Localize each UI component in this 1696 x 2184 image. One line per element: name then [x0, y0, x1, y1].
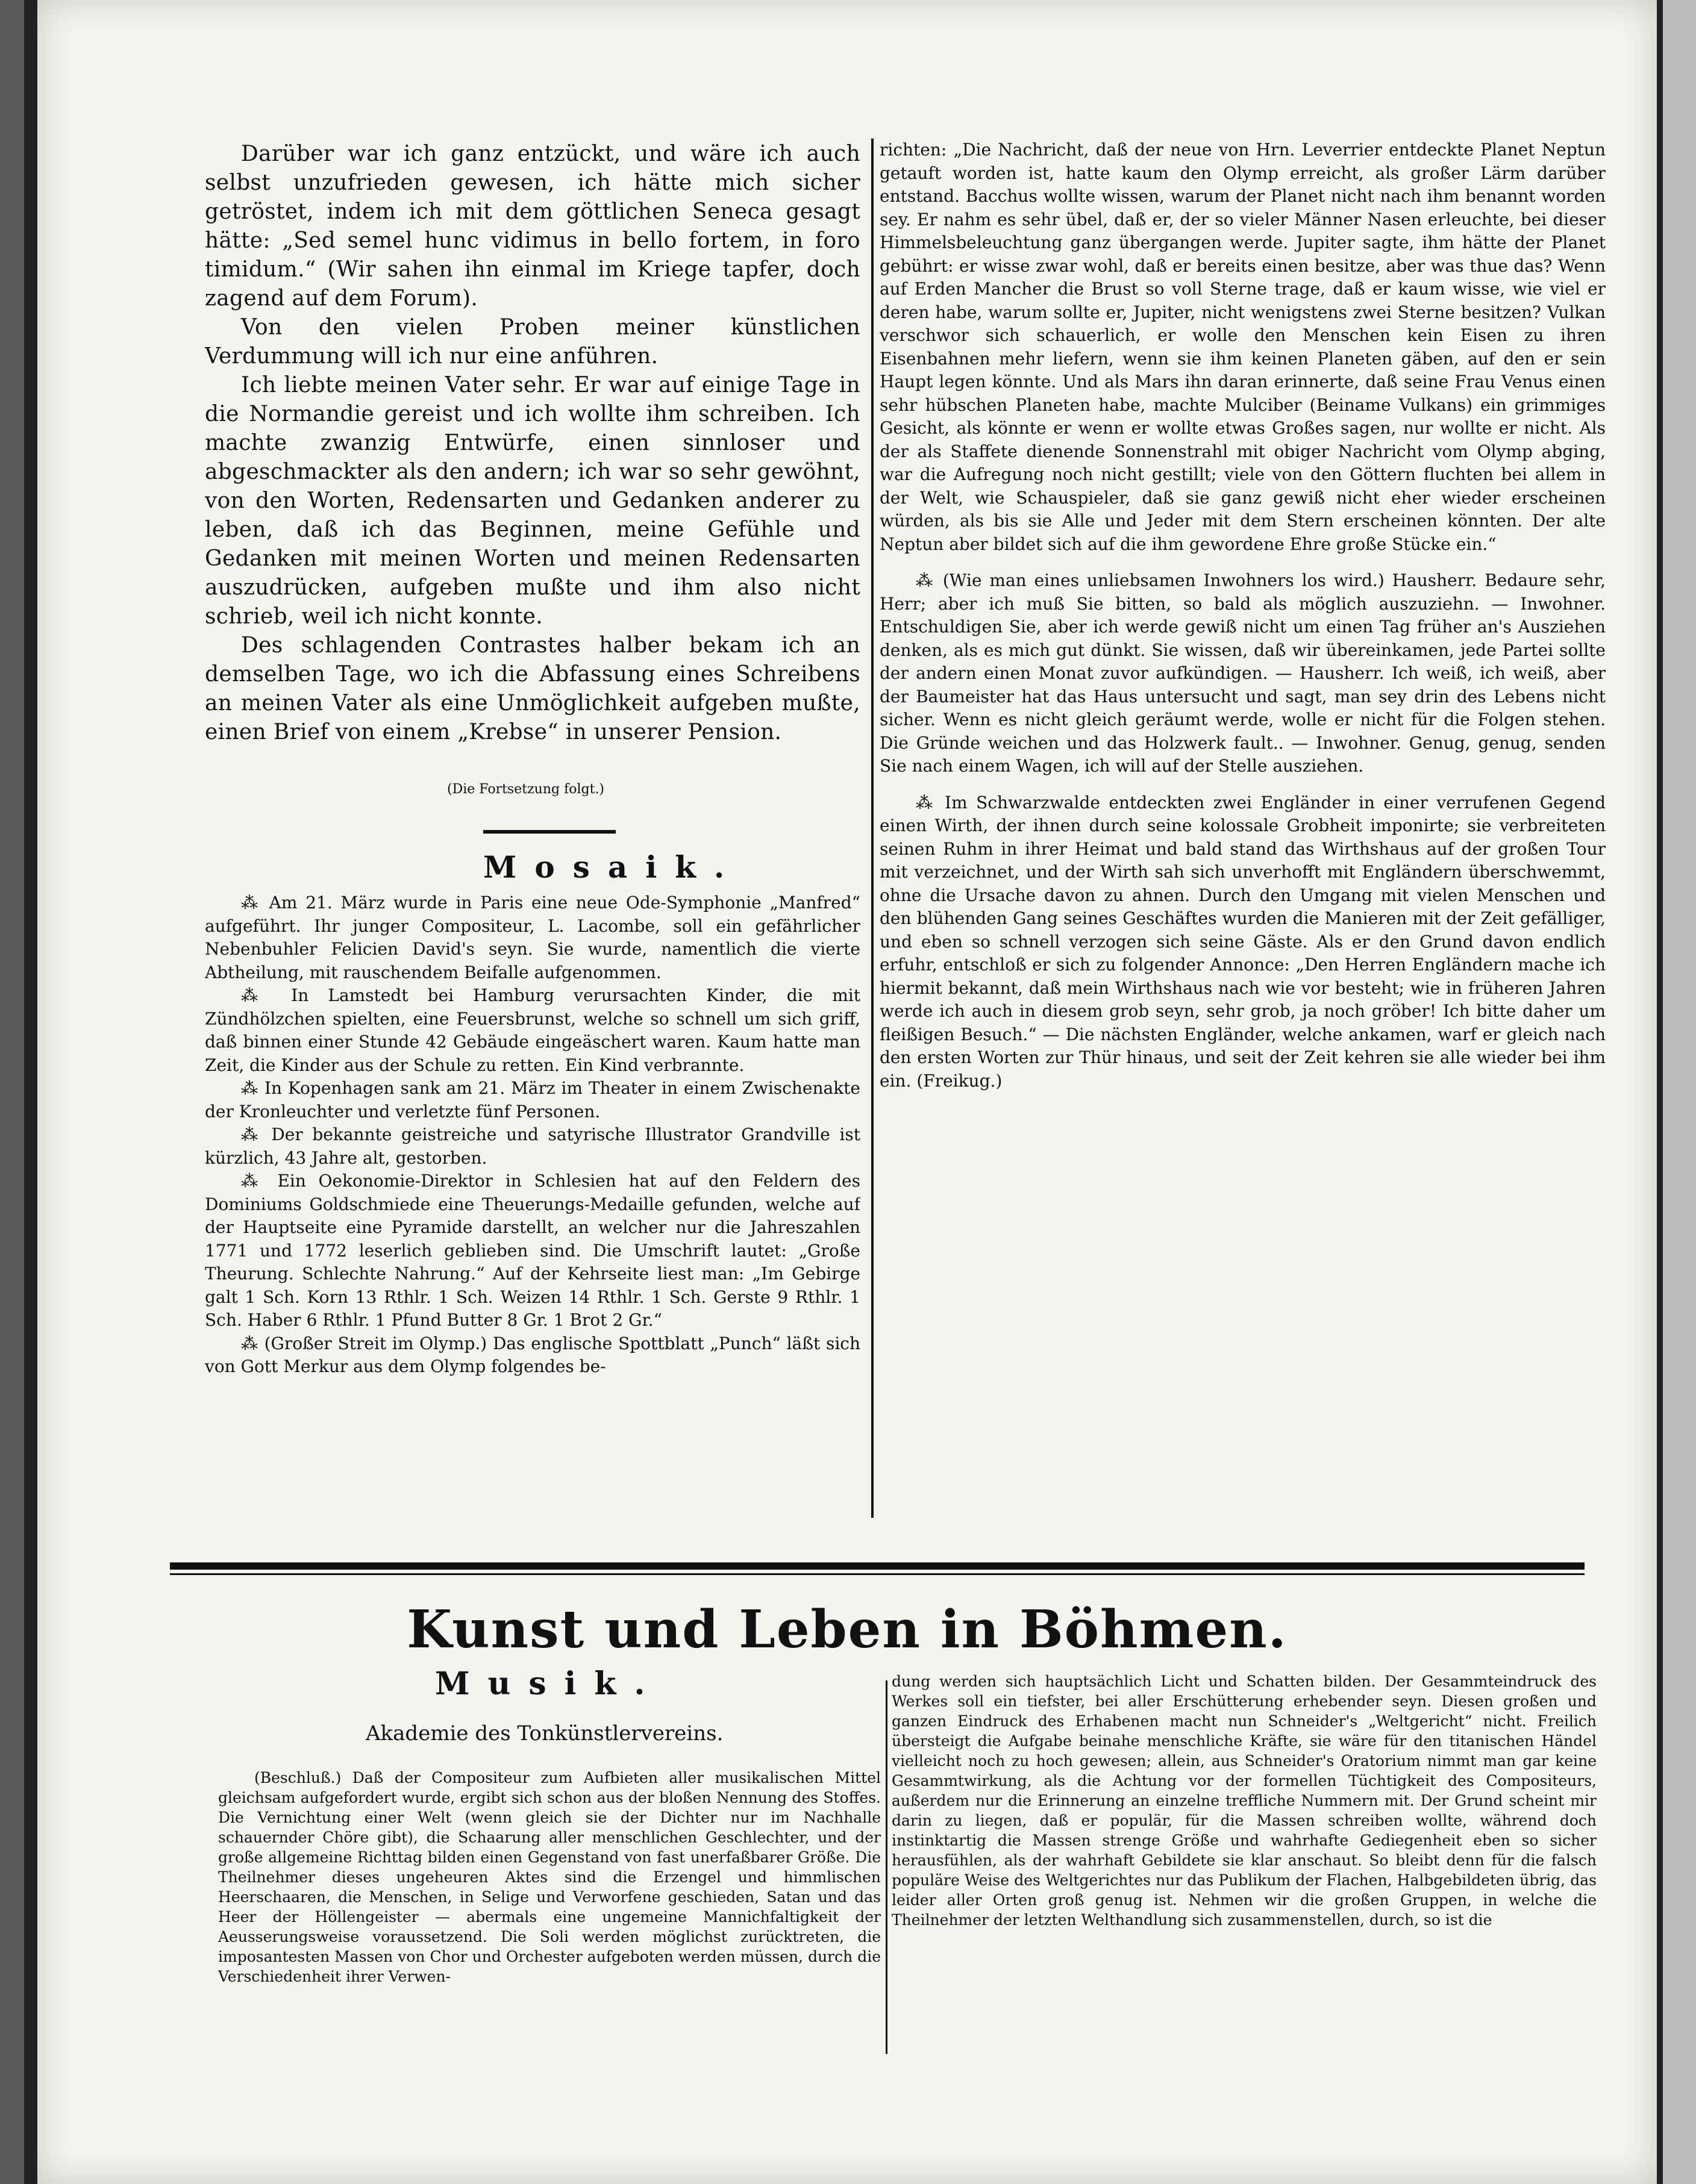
newspaper-page — [37, 0, 1657, 2184]
mosaik-column — [205, 891, 860, 1521]
section-rule-thin — [170, 1573, 1585, 1575]
paragraph: dung werden sich hauptsächlich Licht und Schatten bilden. Der Gesammteindruck des Werkes soll ein tiefster, bei aller Erschütterung erhebender seyn. Diesen großen und ganzen Eindruck des Erhabenen macht nun Schneider's „Weltgericht“ nicht. Freilich übersteigt die Aufgabe beinahe menschliche Kräfte, sie wäre für den titanischen Händel vielleicht noch zu hoch gewesen; allein, aus Schneider's Oratorium nimmt man gar keine Gesammtwirkung, als die Achtung vor der formellen Tüchtigkeit des Compositeurs, außerdem nur die Erinnerung an einzelne treffliche Nummern mit. Der Grund scheint mir darin zu liegen, daß er populär, für die Massen schreiben wollte, während doch instinktartig die Massen strenge Größe und wahrhafte Gediegenheit eben so sicher herausfühlen, als der wahrhaft Gebildete sie klar anschaut. So bleibt denn für die falsch populäre Weise des Weltgerichtes nur das Publikum der Flachen, Halbgebildeten übrig, das leider aller Orten groß genug ist. Nehmen wir die großen Gruppen, in welche die Theilnehmer der letzten Welthandlung sich zusammenstellen, durch, so ist die — [892, 1673, 1597, 1929]
lower-left-column — [218, 1768, 881, 2063]
upper-left-column — [205, 140, 860, 778]
paragraph: Des schlagenden Contrastes halber bekam ich an demselben Tage, wo ich die Abfassung eines Schreibens an meinen Vater als eine Unmöglichkeit aufgeben mußte, einen Brief von einem „Krebse“ in unserer Pension. — [205, 633, 860, 744]
paragraph: Darüber war ich ganz entzückt, und wäre ich auch selbst unzufrieden gewesen, ich hätte mich sicher getröstet, indem ich mit dem göttlichen Seneca gesagt hätte: „Sed semel hunc vidimus in bello fortem, in foro timidum.“ (Wir sahen ihn einmal im Kriege tapfer, doch zagend auf dem Forum). — [205, 142, 860, 311]
upper-right-column — [880, 139, 1606, 1518]
musik-heading: Musik. — [435, 1665, 663, 1702]
mosaik-item: ⁂ Ein Oekonomie-Direktor in Schlesien hat auf den Feldern des Dominiums Goldschmiede eine Theuerungs-Medaille gefunden, welche auf der Hauptseite eine Pyramide darstellt, an welcher nur die Jahreszahlen 1771 und 1772 leserlich geblieben sind. Die Umschrift lautet: „Große Theurung. Schlechte Nahrung.“ Auf der Kehrseite liest man: „Im Gebirge galt 1 Sch. Korn 13 Rthlr. 1 Sch. Weizen 14 Rthlr. 1 Sch. Gerste 9 Rthlr. 1 Sch. Haber 6 Rthlr. 1 Pfund Butter 8 Gr. 1 Brot 2 Gr.“ — [205, 1171, 860, 1330]
mosaik-heading: Mosaik. — [483, 849, 743, 885]
mosaik-item: ⁂ Der bekannte geistreiche und satyrische Illustrator Grandville ist kürzlich, 43 Jahre alt, gestorben. — [205, 1125, 860, 1168]
paragraph: Ich liebte meinen Vater sehr. Er war auf einige Tage in die Normandie gereist und ich wollte ihm schreiben. Ich machte zwanzig Entwürfe, einen sinnloser und abgeschmackter als den andern; ich war so sehr gewöhnt, von den Worten, Redensarten und Gedanken anderer zu leben, daß ich das Beginnen, meine Gefühle und Gedanken mit meinen Worten und meinen Redensarten auszudrücken, aufgeben mußte und ihm also nicht schrieb, weil ich nicht konnte. — [205, 373, 860, 629]
column-rule-upper — [871, 139, 874, 1518]
mosaik-item: ⁂ In Lamstedt bei Hamburg verursachten Kinder, die mit Zündhölzchen spielten, eine Feuersbrunst, welche so schnell um sich griff, daß binnen einer Stunde 42 Gebäude eingeäschert waren. Kaum hatte man Zeit, die Kinder aus der Schule zu retten. Ein Kind verbrannte. — [205, 985, 860, 1075]
scan-right-edge — [1657, 0, 1696, 2184]
paragraph: ⁂ (Wie man eines unliebsamen Inwohners los wird.) Hausherr. Bedaure sehr, Herr; aber ich muß Sie bitten, so bald als möglich auszuziehn. — Inwohner. Entschuldigen Sie, aber ich werde gewiß nicht um einen Tag früher an's Ausziehen denken, als es mich gut dünkt. Sie wissen, daß wir übereinkamen, jede Partei sollte der andern einen Monat zuvor aufkündigen. — Hausherr. Ich weiß, ich weiß, aber der Baumeister hat das Haus untersucht und sagt, man sey drin des Lebens nicht sicher. Wenn es nicht gleich geräumt werde, wolle er nicht für die Folgen stehen. Die Gründe weichen und das Holzwerk fault.. — Inwohner. Genug, genug, senden Sie nach einem Wagen, ich will auf der Stelle ausziehen. — [880, 570, 1606, 776]
mosaik-item: ⁂ In Kopenhagen sank am 21. März im Theater in einem Zwischenakte der Kronleuchter und verletzte fünf Personen. — [205, 1078, 860, 1122]
page-title: Kunst und Leben in Böhmen. — [407, 1599, 1288, 1660]
lower-right-column — [892, 1671, 1597, 2057]
section-divider — [483, 830, 616, 834]
section-rule-thick — [170, 1562, 1585, 1570]
column-rule-lower — [886, 1680, 887, 2054]
paragraph: Von den vielen Proben meiner künstlichen Verdummung will ich nur eine anführen. — [205, 315, 860, 369]
paragraph: (Beschluß.) Daß der Compositeur zum Aufbieten aller musikalischen Mittel gleichsam aufgefordert wurde, ergibt sich schon aus der bloßen Nennung des Stoffes. Die Vernichtung einer Welt (wenn gleich sie der Dichter nur im Nachhalle schauernder Chöre gibt), die Schaarung aller menschlichen Geschlechter, und der große allgemeine Richttag bilden einen Gegenstand von fast unerfaßbarer Größe. Die Theilnehmer dieses ungeheuren Aktes sind die Erzengel und himmlischen Heerschaaren, die Menschen, in Selige und Verworfene geschieden, Satan und das Heer der Höllengeister — abermals eine ungemeine Mannichfaltigkeit der Aeusserungsweise voraussetzend. Die Soli werden möglichst zurücktreten, die imposantesten Massen von Chor und Orchester aufgeboten werden müssen, durch die Verschiedenheit ihrer Verwen- — [218, 1769, 881, 1985]
mosaik-item: ⁂ (Großer Streit im Olymp.) Das englische Spottblatt „Punch“ läßt sich von Gott Merkur aus dem Olymp folgendes be- — [205, 1333, 860, 1376]
paragraph: ⁂ Im Schwarzwalde entdeckten zwei Engländer in einer verrufenen Gegend einen Wirth, der ihnen durch seine kolossale Grobheit imponirte; sie verbreiteten seinen Ruhm in ihrer Heimat und bald stand das Wirthshaus auf der großen Tour mit verzeichnet, und der Wirth sah sich unverhofft mit Engländern überschwemmt, ohne die Ursache davon zu ahnen. Durch den Umgang mit vielen Menschen und den blühenden Gang seines Geschäftes wurden die Manieren mit der Zeit gefälliger, und eben so schnell verzogen sich seine Gäste. Als er den Grund davon endlich erfuhr, entschloß er sich zu folgender Annonce: „Den Herren Engländern mache ich hiermit bekannt, daß mein Wirthshaus nach wie vor besteht; wie in früheren Jahren werde ich auch in diesem grob seyn, sehr grob, ja noch gröber! Ich bitte daher um fleißigen Besuch.“ — Die nächsten Engländer, welche ankamen, warf er gleich nach den ersten Worten zur Thür hinaus, und seit der Zeit kehren sie alle wieder bei ihm ein. (Freikug.) — [880, 792, 1606, 1091]
scan-left-edge — [0, 0, 37, 2184]
paragraph: richten: „Die Nachricht, daß der neue von Hrn. Leverrier entdeckte Planet Neptun getauft worden ist, hatte kaum den Olymp erreicht, als großer Lärm darüber entstand. Bacchus wollte wissen, warum der Planet nicht nach ihm benannt worden sey. Er nahm es sehr übel, daß er, der so vieler Männer Nasen erleuchte, bei dieser Himmelsbeleuchtung ganz übergangen werde. Jupiter sagte, ihm hätte der Planet gebührt: er wisse zwar wohl, daß er bereits einen besitze, aber was thue das? Wenn auf Erden Mancher die Brust so voll Sterne trage, daß er kaum wisse, wie viel er deren habe, warum sollte er, Jupiter, nicht wenigstens zwei Sterne besitzen? Vulkan verschwor sich schauerlich, er wolle den Menschen kein Eisen zu ihren Eisenbahnen mehr liefern, wenn sie ihm keinen Planeten gäben, auf den er sein Haupt legen könnte. Und als Mars ihn daran erinnerte, daß seine Frau Venus einen sehr hübschen Planeten habe, machte Mulciber (Beiname Vulkans) ein grimmiges Gesicht, als könnte er wenn er wollte etwas Großes sagen, nur wollte er nicht. Als der als Staffete dienende Sonnenstrahl mit obiger Nachricht vom Olymp abging, war die Aufregung noch nicht gestillt; viele von den Göttern fluchten bei allem in der Welt, wie Schauspieler, daß sie ganz gewiß nicht eher wieder erscheinen würden, als bis sie Alle und Jeder mit dem Stern erscheinen könnten. Der alte Neptun aber bildet sich auf die ihm gewordene Ehre große Stücke ein.“ — [880, 140, 1606, 554]
continuation-note: (Die Fortsetzung folgt.) — [447, 782, 605, 797]
mosaik-item: ⁂ Am 21. März wurde in Paris eine neue Ode-Symphonie „Manfred“ aufgeführt. Ihr junger Compositeur, L. Lacombe, soll ein gefährlicher Nebenbuhler Felicien David's seyn. Sie wurde, namentlich die vierte Abtheilung, mit rauschendem Beifalle aufgenommen. — [205, 893, 860, 982]
akademie-heading: Akademie des Tonkünstlervereins. — [366, 1721, 724, 1746]
